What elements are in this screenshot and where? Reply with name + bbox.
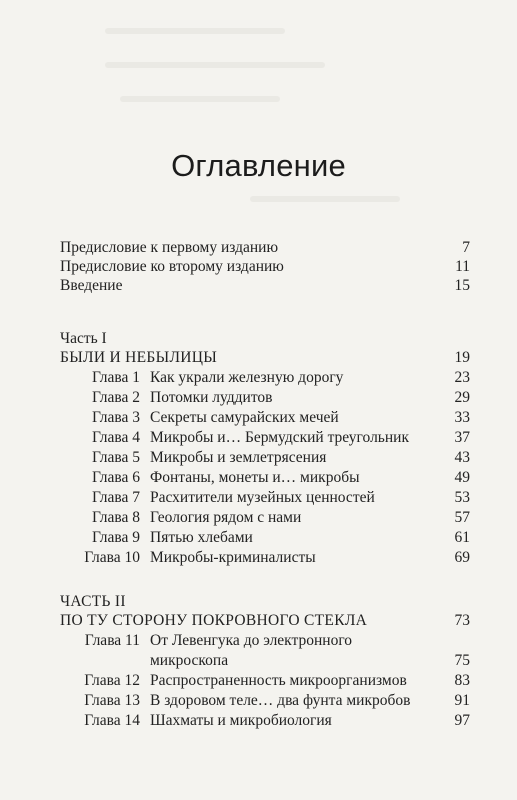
toc-entry-label: Предисловие к первому изданию [60,239,279,256]
chapter-title: Микробы-криминалисты [150,549,316,566]
part-label-row [0,329,517,349]
bleed-through-line [120,96,280,102]
part-label: ЧАСТЬ II [60,593,126,610]
chapter-page: 37 [454,429,470,446]
chapter-title: В здоровом теле… два фунта микробов [150,692,411,709]
chapter-title: От Левенгука до электронного [150,632,353,649]
chapter-row [0,488,517,508]
chapter-title: Фонтаны, монеты и… микробы [150,469,360,486]
chapter-title: Микробы и… Бермудский треугольник [150,429,409,446]
bleed-through-line [105,62,325,68]
part-page: 19 [454,349,470,366]
chapter-title: Геология рядом с нами [150,509,302,526]
chapter-row [0,528,517,548]
chapter-page: 43 [454,449,470,466]
chapter-row [0,711,517,731]
chapter-page: 83 [454,672,470,689]
chapter-page: 69 [454,549,470,566]
toc-entry-page: 15 [454,277,470,294]
part-title-row [0,611,517,631]
chapter-row [0,691,517,711]
chapter-title: Расхитители музейных ценностей [150,489,375,506]
chapter-label: Глава 4 [91,429,140,446]
chapter-label: Глава 1 [91,369,140,386]
chapter-label: Глава 12 [84,672,140,689]
part-title: ПО ТУ СТОРОНУ ПОКРОВНОГО СТЕКЛА [60,612,368,629]
chapter-title: Пятью хлебами [150,529,253,546]
chapter-page: 29 [454,389,470,406]
part-page: 73 [454,612,470,629]
chapter-page: 75 [454,652,470,669]
chapter-row [0,368,517,388]
chapter-label: Глава 8 [91,509,140,526]
toc-entry [0,257,517,277]
chapter-label: Глава 10 [84,549,140,566]
chapter-row [0,388,517,408]
chapter-page: 49 [454,469,470,486]
chapter-label: Глава 6 [91,469,140,486]
toc-entry [0,238,517,258]
chapter-page: 53 [454,489,470,506]
chapter-row [0,448,517,468]
chapter-page: 91 [454,692,470,709]
chapter-row [0,631,517,651]
chapter-title: Микробы и землетрясения [150,449,327,466]
chapter-title: Шахматы и микробиология [150,712,332,729]
chapter-label: Глава 5 [91,449,140,466]
page-title: Оглавление [171,148,346,183]
chapter-page: 97 [454,712,470,729]
toc-entry-label: Введение [60,277,123,294]
chapter-label: Глава 2 [91,389,140,406]
part-label-row [0,592,517,612]
chapter-label: Глава 9 [91,529,140,546]
chapter-title: Секреты самурайских мечей [150,409,339,426]
chapter-title: Потомки луддитов [150,389,273,406]
chapter-title: Как украли железную дорогу [150,369,344,386]
chapter-label: Глава 3 [91,409,140,426]
chapter-row-continuation [0,651,517,671]
toc-entry [0,276,517,296]
chapter-row [0,671,517,691]
chapter-row [0,548,517,568]
chapter-label: Глава 14 [84,712,140,729]
bleed-through-line [105,28,285,34]
toc-entry-page: 7 [462,239,470,256]
chapter-row [0,428,517,448]
chapter-page: 23 [454,369,470,386]
toc-entry-page: 11 [455,258,470,275]
bleed-through-line [250,196,400,202]
chapter-label: Глава 7 [91,489,140,506]
part-title-row [0,348,517,368]
part-title: БЫЛИ И НЕБЫЛИЦЫ [60,349,218,366]
chapter-row [0,408,517,428]
chapter-title: Распространенность микроорганизмов [150,672,407,689]
chapter-page: 57 [454,509,470,526]
chapter-label: Глава 13 [84,692,140,709]
toc-entry-label: Предисловие ко второму изданию [60,258,284,275]
chapter-title-continued: микроскопа [150,652,229,669]
part-label: Часть I [60,330,107,347]
chapter-page: 61 [454,529,470,546]
chapter-page: 33 [454,409,470,426]
chapter-row [0,508,517,528]
chapter-row [0,468,517,488]
chapter-label: Глава 11 [84,632,140,649]
